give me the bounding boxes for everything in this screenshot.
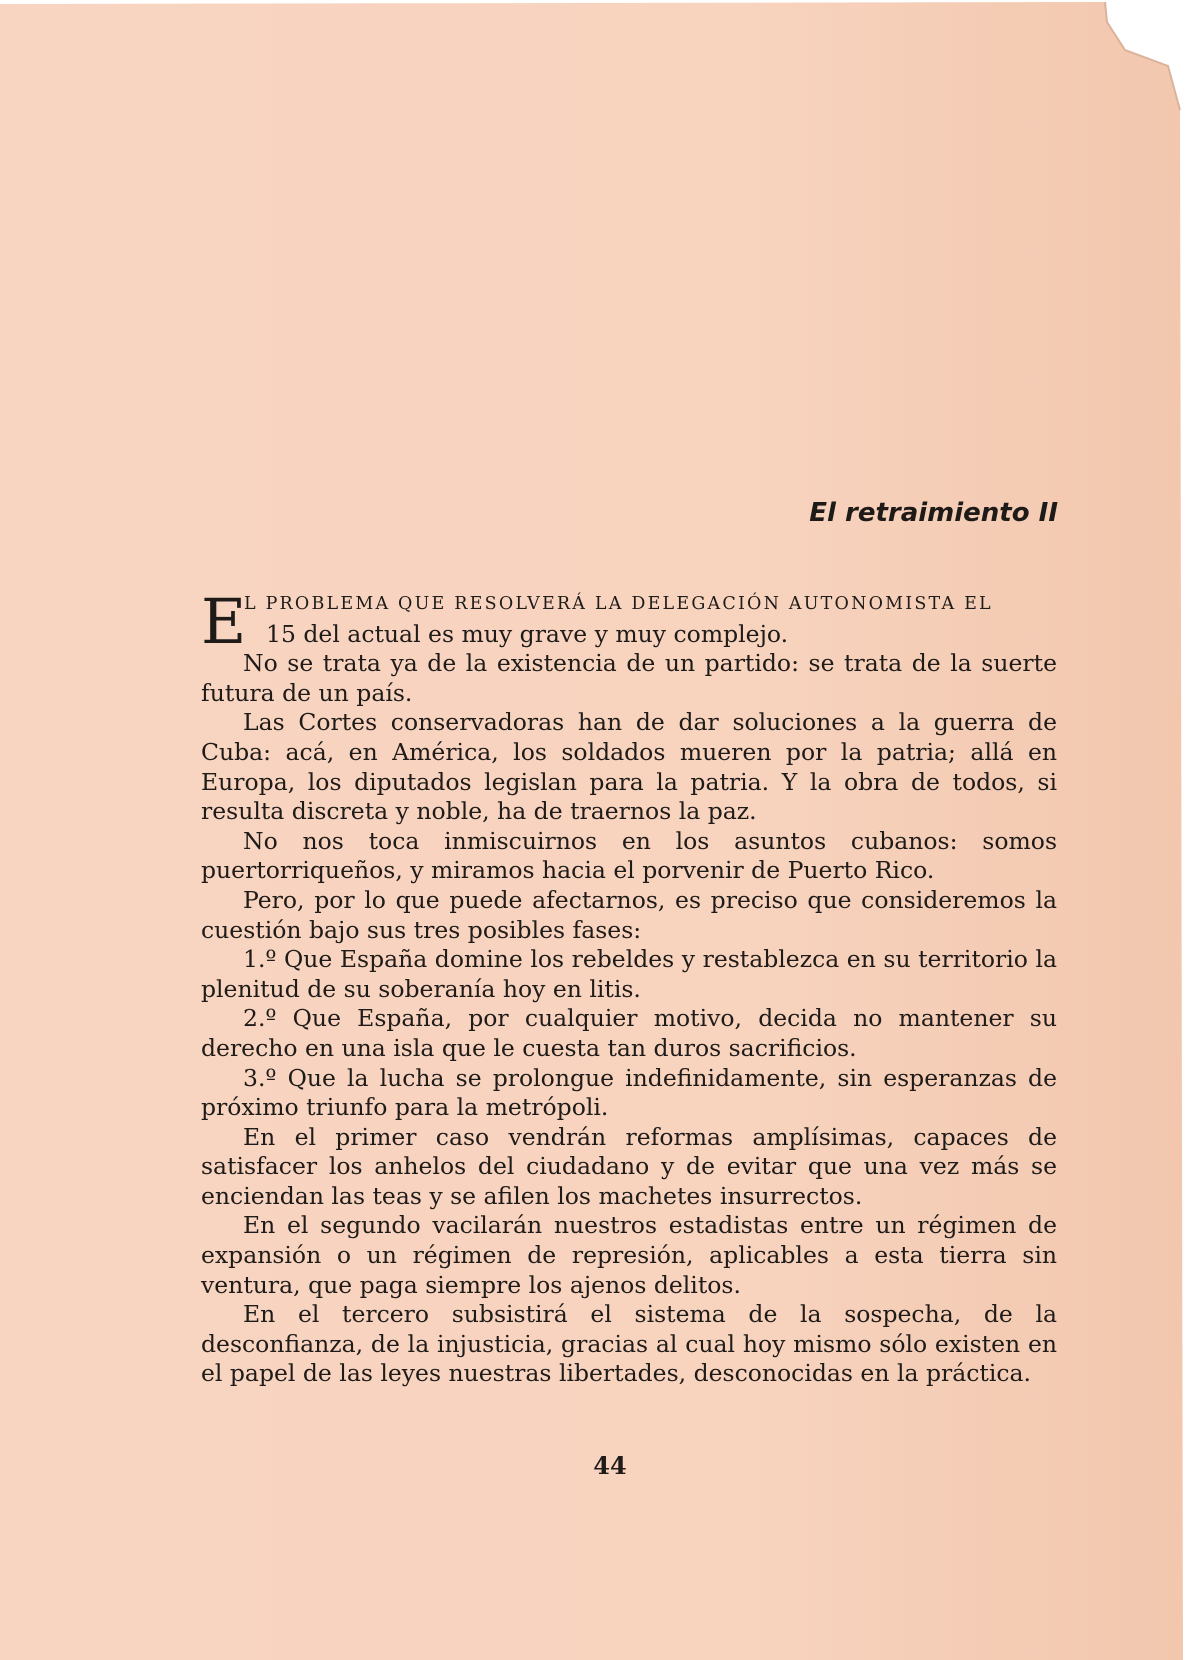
paragraph: No se trata ya de la existencia de un partido: se trata de la suerte futura de un país. <box>201 649 1057 707</box>
paragraph: En el primer caso vendrán reformas amplísimas, capaces de satisfacer los anhelos del ciudadano y de evitar que una vez más se enciendan las teas y se afilen los machetes insurrectos. <box>201 1122 1057 1210</box>
drop-cap: E <box>201 585 247 658</box>
opening-line-continuation: 15 del actual es muy grave y muy complejo. <box>266 619 789 648</box>
opening-paragraph <box>201 585 1057 658</box>
paragraph: Las Cortes conservadoras han de dar soluciones a la guerra de Cuba: acá, en América, los soldados mueren por la patria; allá en Europa, los diputados legislan para la patria. Y la obra de todos, si resulta discreta y noble, ha de traernos la paz. <box>201 708 1057 826</box>
paragraph: 3.º Que la lucha se prolongue indefinidamente, sin esperanzas de próximo triunfo para la metrópoli. <box>201 1063 1057 1122</box>
paragraph: Pero, por lo que puede afectarnos, es preciso que consideremos la cuestión bajo sus tres posibles fases: <box>201 885 1057 944</box>
body-text <box>201 585 1057 1389</box>
paragraph: 2.º Que España, por cualquier motivo, decida no mantener su derecho en una isla que le cuesta tan duros sacrificios. <box>201 1004 1057 1062</box>
page-title: El retraimiento II <box>809 498 1058 528</box>
paragraph: En el tercero subsistirá el sistema de la sospecha, de la desconfianza, de la injusticia, gracias al cual hoy mismo sólo existen en el papel de las leyes nuestras libertades, desconocidas en la práctica. <box>201 1300 1057 1388</box>
paragraph: En el segundo vacilarán nuestros estadistas entre un régimen de expansión o un régimen de represión, aplicables a esta tierra sin ventura, que paga siempre los ajenos delitos. <box>201 1211 1057 1299</box>
paragraph: No nos toca inmiscuirnos en los asuntos cubanos: somos puertorriqueños, y miramos hacia el porvenir de Puerto Rico. <box>201 826 1057 885</box>
page-number: 44 <box>593 1451 627 1480</box>
opening-small-caps-line: L PROBLEMA QUE RESOLVERÁ LA DELEGACIÓN AUTONOMISTA EL <box>244 594 993 614</box>
paragraph: 1.º Que España domine los rebeldes y restablezca en su territorio la plenitud de su soberanía hoy en litis. <box>201 945 1057 1003</box>
